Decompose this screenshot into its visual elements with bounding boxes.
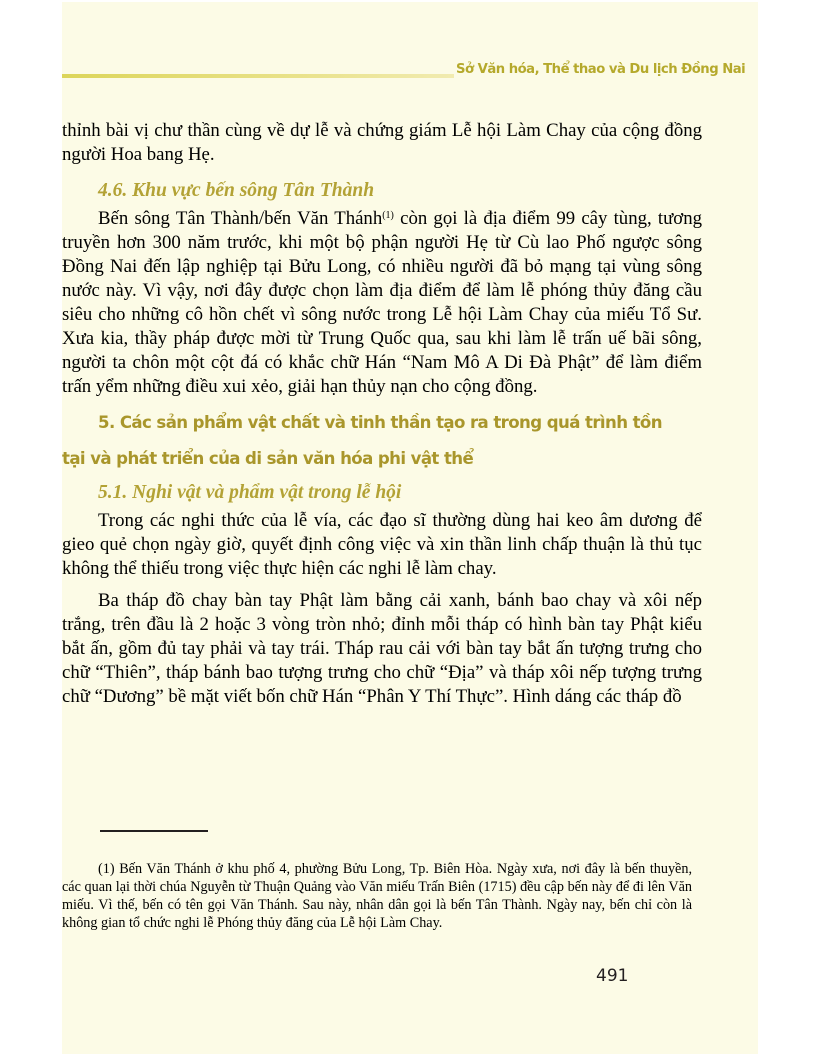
footnote: (1) Bến Văn Thánh ở khu phố 4, phường Bửu Long, Tp. Biên Hòa. Ngày xưa, nơi đây là bến thuyền, các quan lại thời chúa Nguyễn từ Thuận Quảng vào Văn miếu Trấn Biên (1715) đều cập bến này để đi lên Văn miếu. Vì thế, bến có tên gọi Văn Thánh. Sau này, nhân dân gọi là bến Tân Thành. Ngày nay, bến chỉ còn là không gian tổ chức nghi lễ Phóng thủy đăng của Lễ hội Làm Chay. — [62, 861, 692, 932]
paragraph-ben-song-start: Bến sông Tân Thành/bến Văn Thánh — [98, 208, 383, 229]
footnote-ref[interactable]: (1) — [382, 210, 394, 221]
page-number: 491 — [596, 966, 629, 986]
paragraph-ben-song-rest: còn gọi là địa điểm 99 cây tùng, tương truyền hơn 300 năm trước, khi một bộ phận người Hẹ từ Cù lao Phố ngược sông Đồng Nai đến lập nghiệp tại Bửu Long, có nhiều người đã bỏ mạng tại vùng sông nước này. Vì vậy, nơi đây được chọn làm địa điểm để làm lễ phóng thủy đăng cầu siêu cho những cô hồn chết vì sông nước trong Lễ hội Làm Chay của miếu Tổ Sư. Xưa kia, thầy pháp được mời từ Trung Quốc qua, sau khi làm lễ trấn uế bãi sông, người ta chôn một cột đá có khắc chữ Hán “Nam Mô A Di Đà Phật” để làm điểm trấn yểm những điều xui xẻo, giải hạn thủy nạn cho cộng đồng. — [62, 208, 702, 397]
paragraph-ben-song — [62, 207, 702, 399]
running-header: Sở Văn hóa, Thể thao và Du lịch Đồng Nai — [456, 62, 746, 77]
heading-section-5 — [62, 405, 702, 477]
footnote-separator — [100, 830, 208, 832]
heading-4-6: 4.6. Khu vực bến sông Tân Thành — [98, 180, 375, 201]
heading-5-line1: 5. Các sản phẩm vật chất và tinh thần tạo ra trong quá trình tồn — [98, 413, 662, 432]
page-body — [62, 119, 702, 709]
paragraph-thap-do-chay: Ba tháp đồ chay bàn tay Phật làm bằng cải xanh, bánh bao chay và xôi nếp trắng, trên đầu là 2 hoặc 3 vòng tròn nhỏ; đỉnh mỗi tháp có hình bàn tay Phật kiểu bắt ấn, gồm đủ tay phải và tay trái. Tháp rau cải với bàn tay bắt ấn tượng trưng cho chữ “Thiên”, tháp bánh bao tượng trưng cho chữ “Địa” và tháp xôi nếp tượng trưng chữ “Dương” bề mặt viết bốn chữ Hán “Phân Y Thí Thực”. Hình dáng các tháp đồ — [62, 590, 702, 707]
paragraph-continuation: thỉnh bài vị chư thần cùng về dự lễ và chứng giám Lễ hội Làm Chay của cộng đồng người Hoa bang Hẹ. — [62, 120, 702, 165]
paragraph-nghi-thuc: Trong các nghi thức của lễ vía, các đạo sĩ thường dùng hai keo âm dương để gieo quẻ chọn ngày giờ, quyết định công việc và xin thần linh chấp thuận là thủ tục không thể thiếu trong việc thực hiện các nghi lễ làm chay. — [62, 510, 702, 579]
heading-5-1: 5.1. Nghi vật và phẩm vật trong lễ hội — [98, 482, 402, 503]
heading-5-line2: tại và phát triển của di sản văn hóa phi vật thể — [62, 449, 474, 468]
header-rule — [62, 74, 454, 78]
